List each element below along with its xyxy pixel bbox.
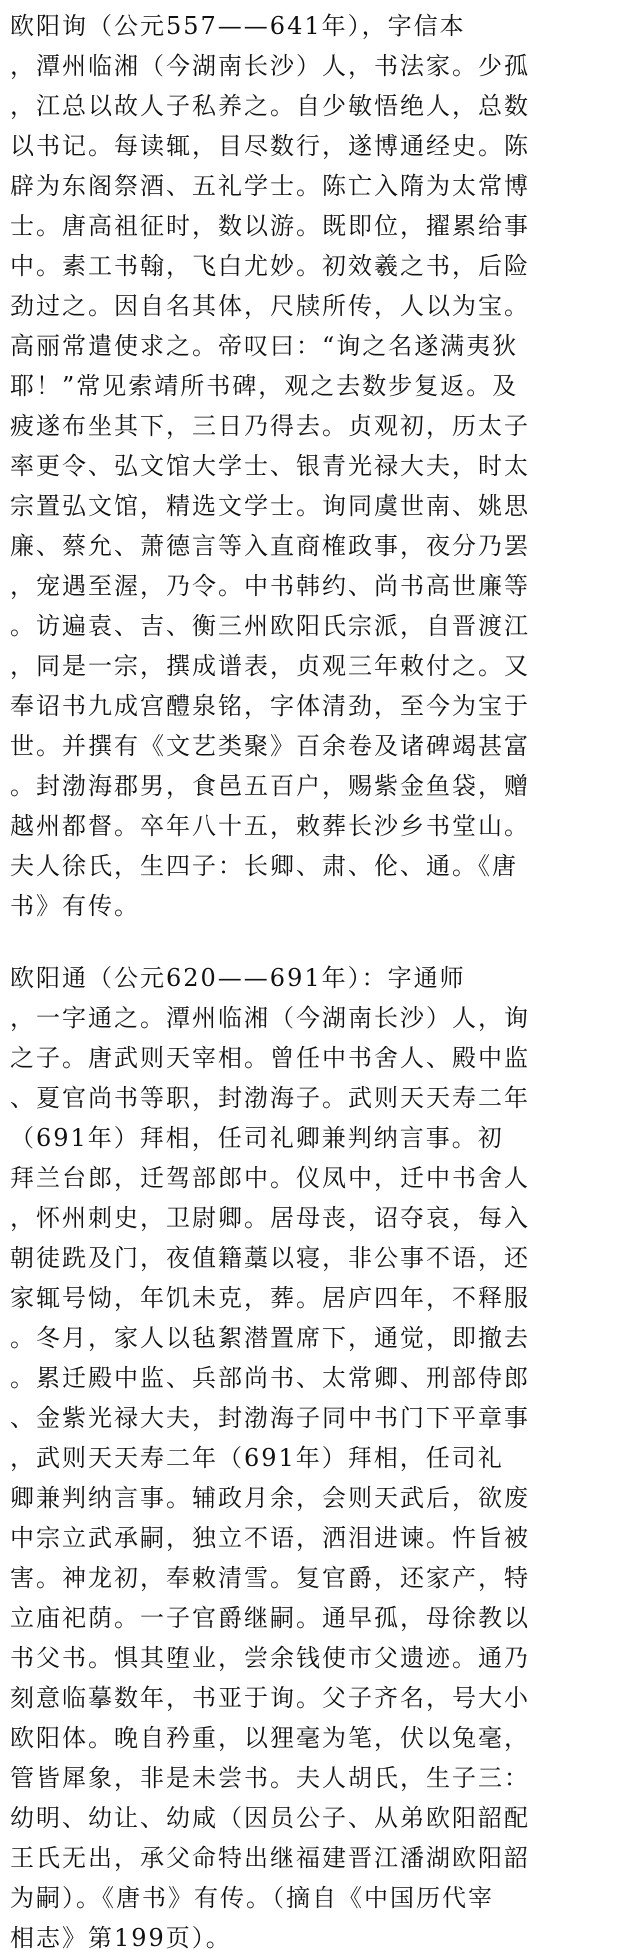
text-line: ，怀州刺史，卫尉卿。居母丧，诏夺哀，每入 xyxy=(10,1204,530,1232)
text-line: 。封渤海郡男，食邑五百户，赐紫金鱼袋，赠 xyxy=(10,772,530,800)
text-line: ，同是一宗，撰成谱表，贞观三年敕付之。又 xyxy=(10,652,530,680)
text-line: 率更令、弘文馆大学士、银青光禄大夫，时太 xyxy=(10,452,530,480)
text-line: ，江总以故人子私养之。自少敏悟绝人，总数 xyxy=(10,92,530,120)
text-line: 中。素工书翰，飞白尤妙。初效羲之书，后险 xyxy=(10,252,530,280)
text-line: 欧阳询（公元557——641年），字信本 xyxy=(10,12,466,40)
text-line: 欧阳通（公元620——691年）：字通师 xyxy=(10,964,466,992)
text-line: 立庙祀荫。一子官爵继嗣。通早孤，母徐教以 xyxy=(10,1604,530,1632)
text-line: 幼明、幼让、幼咸（因员公子、从弟欧阳韶配 xyxy=(10,1804,530,1832)
text-line: 拜兰台郎，迁驾部郎中。仪凤中，迁中书舍人 xyxy=(10,1164,530,1192)
text-line: 王氏无出，承父命特出继福建晋江潘湖欧阳韶 xyxy=(10,1844,530,1872)
text-line: 疲遂布坐其下，三日乃得去。贞观初，历太子 xyxy=(10,412,530,440)
text-line: ，武则天天寿二年（691年）拜相，任司礼 xyxy=(10,1444,504,1472)
text-line: 家辄号恸，年饥未克，葬。居庐四年，不释服 xyxy=(10,1284,530,1312)
text-line: ，宠遇至渥，乃令。中书韩约、尚书高世廉等 xyxy=(10,572,530,600)
text-line: 士。唐高祖征时，数以游。既即位，擢累给事 xyxy=(10,212,530,240)
text-line: 欧阳体。晚自矜重，以狸毫为笔，伏以兔毫， xyxy=(10,1724,530,1752)
text-line: 辟为东阁祭酒、五礼学士。陈亡入隋为太常博 xyxy=(10,172,530,200)
text-line: 为嗣）。《唐书》有传。（摘自《中国历代宰 xyxy=(10,1884,494,1912)
text-line: 劲过之。因自名其体，尺牍所传，人以为宝。 xyxy=(10,292,530,320)
text-line: ，潭州临湘（今湖南长沙）人，书法家。少孤 xyxy=(10,52,530,80)
text-line: 、夏官尚书等职，封渤海子。武则天天寿二年 xyxy=(10,1084,530,1112)
text-line: 。访遍袁、吉、衡三州欧阳氏宗派，自晋渡江 xyxy=(10,612,530,640)
text-line: 、金紫光禄大夫，封渤海子同中书门下平章事 xyxy=(10,1404,530,1432)
text-line: 相志》第199页）。 xyxy=(10,1924,232,1952)
text-line: 。冬月，家人以毡絮潜置席下，通觉，即撤去 xyxy=(10,1324,530,1352)
text-line: 中宗立武承嗣，独立不语，洒泪进谏。忤旨被 xyxy=(10,1524,530,1552)
biography-ouyang-tong xyxy=(10,958,630,1958)
text-line: 夫人徐氏，生四子：长卿、肃、伦、通。《唐 xyxy=(10,852,518,880)
text-line: 管皆犀象，非是未尝书。夫人胡氏，生子三： xyxy=(10,1764,530,1792)
text-line: 越州都督。卒年八十五，敕葬长沙乡书堂山。 xyxy=(10,812,530,840)
text-line: 高丽常遣使求之。帝叹曰：“询之名遂满夷狄 xyxy=(10,332,519,360)
text-line: 廉、蔡允、萧德言等入直商榷政事，夜分乃罢 xyxy=(10,532,530,560)
biography-ouyang-xun xyxy=(10,6,630,926)
text-line: 宗置弘文馆，精选文学士。询同虞世南、姚思 xyxy=(10,492,530,520)
text-line: 耶！”常见索靖所书碑，观之去数步复返。及 xyxy=(10,372,519,400)
text-line: 书》有传。 xyxy=(10,892,140,920)
text-line: 刻意临摹数年，书亚于询。父子齐名，号大小 xyxy=(10,1684,530,1712)
text-line: 奉诏书九成宫醴泉铭，字体清劲，至今为宝于 xyxy=(10,692,530,720)
text-line: 之子。唐武则天宰相。曾任中书舍人、殿中监 xyxy=(10,1044,530,1072)
text-line: 朝徒跣及门，夜值籍藁以寝，非公事不语，还 xyxy=(10,1244,530,1272)
text-line: 卿兼判纳言事。辅政月余，会则天武后，欲废 xyxy=(10,1484,530,1512)
text-line: （691年）拜相，任司礼卿兼判纳言事。初 xyxy=(10,1124,504,1152)
text-line: 书父书。惧其堕业，尝余钱使市父遗迹。通乃 xyxy=(10,1644,530,1672)
text-line: 以书记。每读辄，目尽数行，遂博通经史。陈 xyxy=(10,132,530,160)
text-line: 害。神龙初，奉敕清雪。复官爵，还家产，特 xyxy=(10,1564,530,1592)
text-line: 世。并撰有《文艺类聚》百余卷及诸碑竭甚富 xyxy=(10,732,530,760)
text-line: 。累迁殿中监、兵部尚书、太常卿、刑部侍郎 xyxy=(10,1364,530,1392)
text-line: ，一字通之。潭州临湘（今湖南长沙）人，询 xyxy=(10,1004,530,1032)
